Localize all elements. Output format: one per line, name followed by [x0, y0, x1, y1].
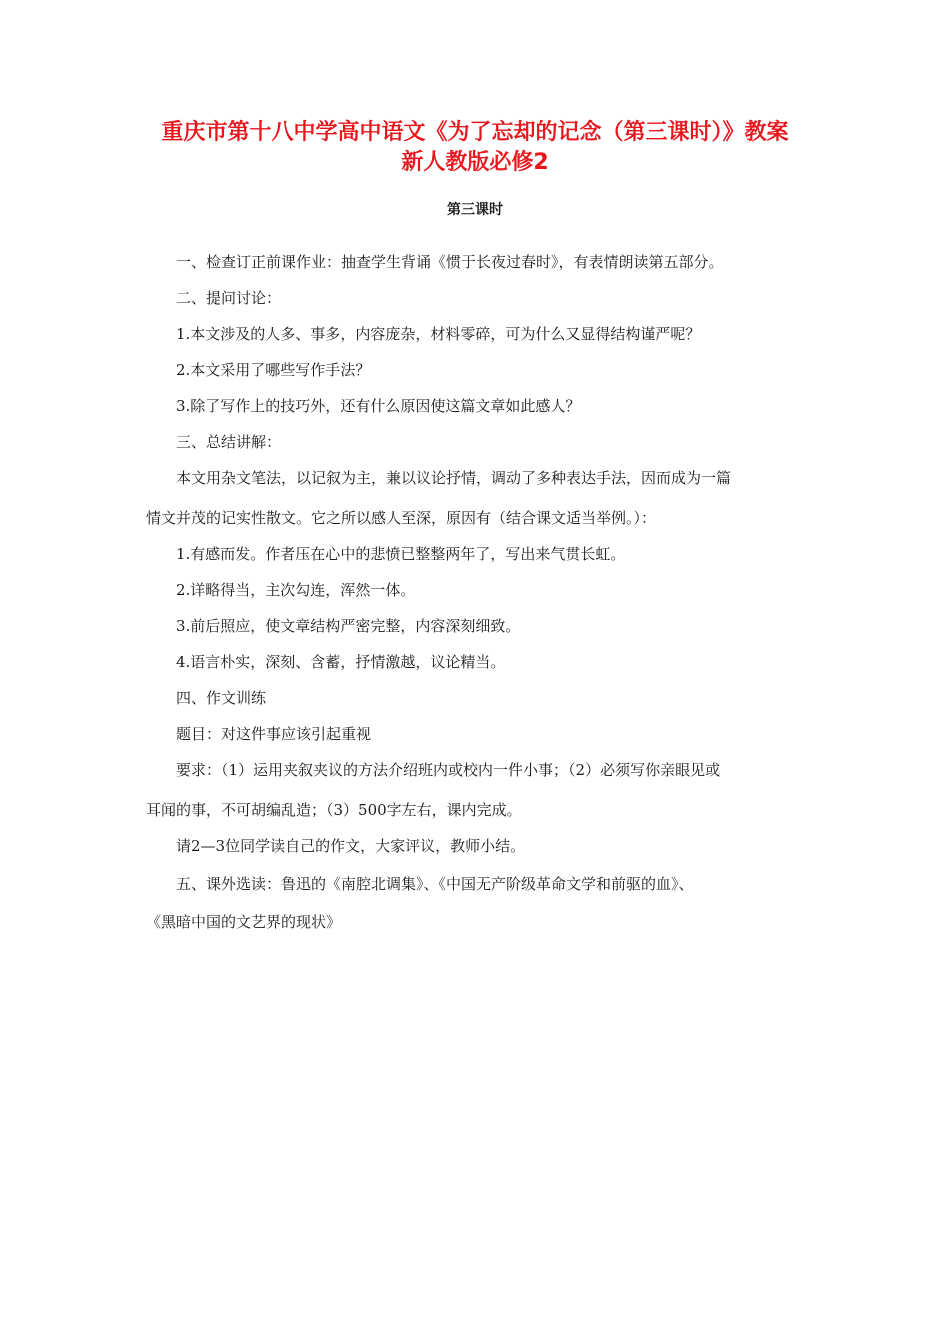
text-line: 3.除了写作上的技巧外，还有什么原因使这篇文章如此感人？ [176, 397, 581, 415]
text-line: 2.详略得当，主次勾连，浑然一体。 [176, 581, 416, 599]
text-line: 五、课外选读：鲁迅的《南腔北调集》、《中国无产阶级革命文学和前驱的血》、 [176, 875, 694, 893]
text-line: 耳闻的事，不可胡编乱造；（3）500字左右，课内完成。 [146, 801, 522, 819]
text-line: 四、作文训练 [176, 689, 267, 707]
text-line: 请2—3位同学读自己的作文，大家评议，教师小结。 [176, 837, 526, 855]
text-line: 4.语言朴实，深刻、含蓄，抒情激越，议论精当。 [176, 653, 506, 671]
text-line: 3.前后照应，使文章结构严密完整，内容深刻细致。 [176, 617, 521, 635]
text-line: 本文用杂文笔法，以记叙为主，兼以议论抒情，调动了多种表达手法，因而成为一篇 [176, 469, 732, 487]
text-line: 2.本文采用了哪些写作手法？ [176, 361, 371, 379]
text-line: 《黑暗中国的文艺界的现状》 [146, 913, 342, 931]
title-line-2: 新人教版必修2 [401, 150, 549, 175]
section-subtitle: 第三课时 [447, 202, 503, 218]
text-line: 1.有感而发。作者压在心中的悲愤已整整两年了，写出来气贯长虹。 [176, 545, 626, 563]
title-line-1: 重庆市第十八中学高中语文《为了忘却的记念（第三课时）》教案 [161, 120, 789, 145]
text-line: 要求：（1）运用夹叙夹议的方法介绍班内或校内一件小事；（2）必须写你亲眼见或 [176, 761, 721, 779]
document-title [60, 118, 890, 178]
text-line: 情文并茂的记实性散文。它之所以感人至深，原因有（结合课文适当举例。）： [146, 509, 657, 527]
text-line: 题目：对这件事应该引起重视 [176, 725, 372, 743]
text-line: 1.本文涉及的人多、事多，内容庞杂，材料零碎，可为什么又显得结构谨严呢？ [176, 325, 701, 343]
text-line: 三、总结讲解： [176, 433, 282, 451]
text-line: 一、检查订正前课作业：抽查学生背诵《惯于长夜过春时》，有表情朗读第五部分。 [176, 253, 724, 271]
text-line: 二、提问讨论： [176, 289, 282, 307]
